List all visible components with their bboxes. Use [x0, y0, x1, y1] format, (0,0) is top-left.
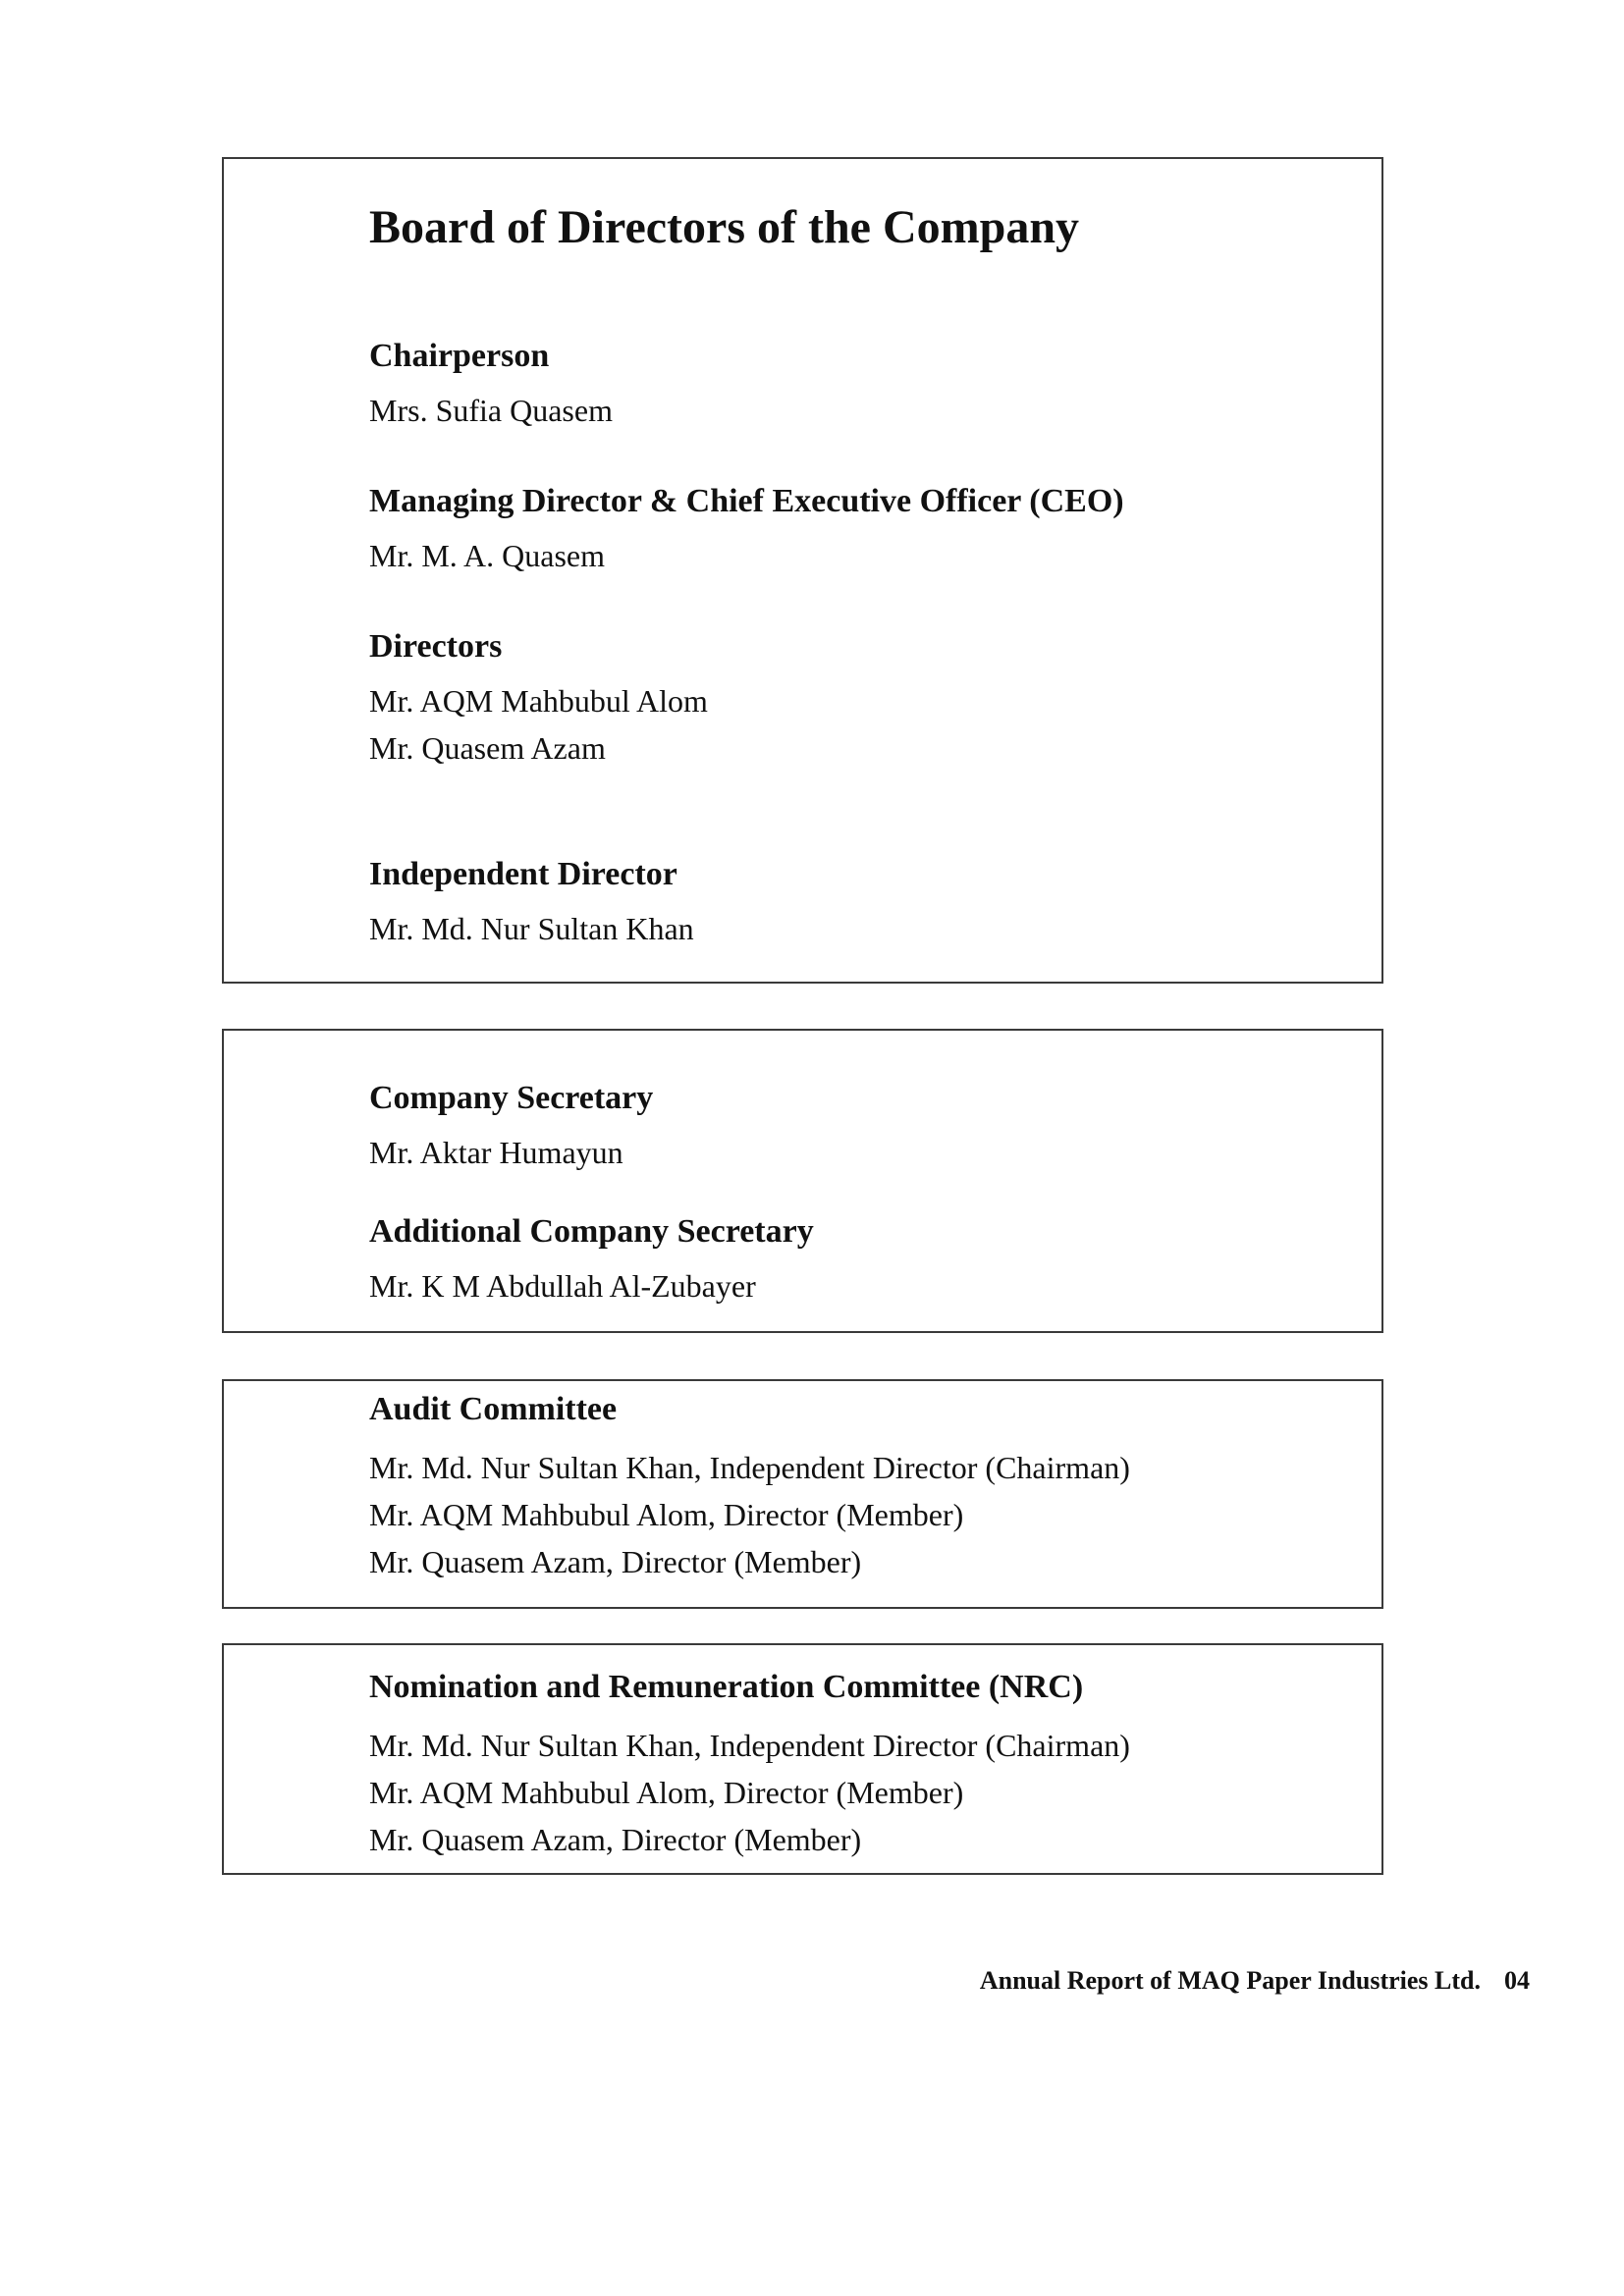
nrc-member: Mr. Quasem Azam, Director (Member): [369, 1822, 862, 1857]
page-number: 04: [1504, 1966, 1530, 1995]
page-title: Board of Directors of the Company: [369, 201, 1080, 253]
independent-director-name: Mr. Md. Nur Sultan Khan: [369, 911, 694, 946]
company-secretary-heading: Company Secretary: [369, 1080, 654, 1116]
company-secretary-box: [222, 1029, 1383, 1333]
nrc-member: Mr. Md. Nur Sultan Khan, Independent Director (Chairman): [369, 1728, 1130, 1763]
director-name: Mr. AQM Mahbubul Alom: [369, 683, 708, 719]
audit-committee-heading: Audit Committee: [369, 1391, 618, 1427]
chairperson-name: Mrs. Sufia Quasem: [369, 393, 613, 428]
audit-committee-box: [222, 1379, 1383, 1609]
board-of-directors-box: [222, 157, 1383, 984]
md-ceo-heading: Managing Director & Chief Executive Officer (CEO): [369, 483, 1124, 519]
nrc-member: Mr. AQM Mahbubul Alom, Director (Member): [369, 1775, 964, 1810]
additional-secretary-name: Mr. K M Abdullah Al-Zubayer: [369, 1268, 756, 1304]
independent-director-heading: Independent Director: [369, 856, 677, 892]
company-secretary-name: Mr. Aktar Humayun: [369, 1135, 623, 1170]
directors-heading: Directors: [369, 628, 503, 665]
additional-secretary-heading: Additional Company Secretary: [369, 1213, 814, 1250]
footer-text: Annual Report of MAQ Paper Industries Ltd.: [979, 1966, 1481, 1995]
audit-member: Mr. AQM Mahbubul Alom, Director (Member): [369, 1497, 964, 1532]
chairperson-heading: Chairperson: [369, 338, 550, 374]
page-footer: [980, 1966, 1530, 1996]
nrc-heading: Nomination and Remuneration Committee (NRC): [369, 1669, 1084, 1705]
md-ceo-name: Mr. M. A. Quasem: [369, 538, 605, 573]
audit-member: Mr. Quasem Azam, Director (Member): [369, 1544, 862, 1579]
audit-member: Mr. Md. Nur Sultan Khan, Independent Director (Chairman): [369, 1450, 1130, 1485]
nrc-box: [222, 1643, 1383, 1875]
director-name: Mr. Quasem Azam: [369, 730, 606, 766]
